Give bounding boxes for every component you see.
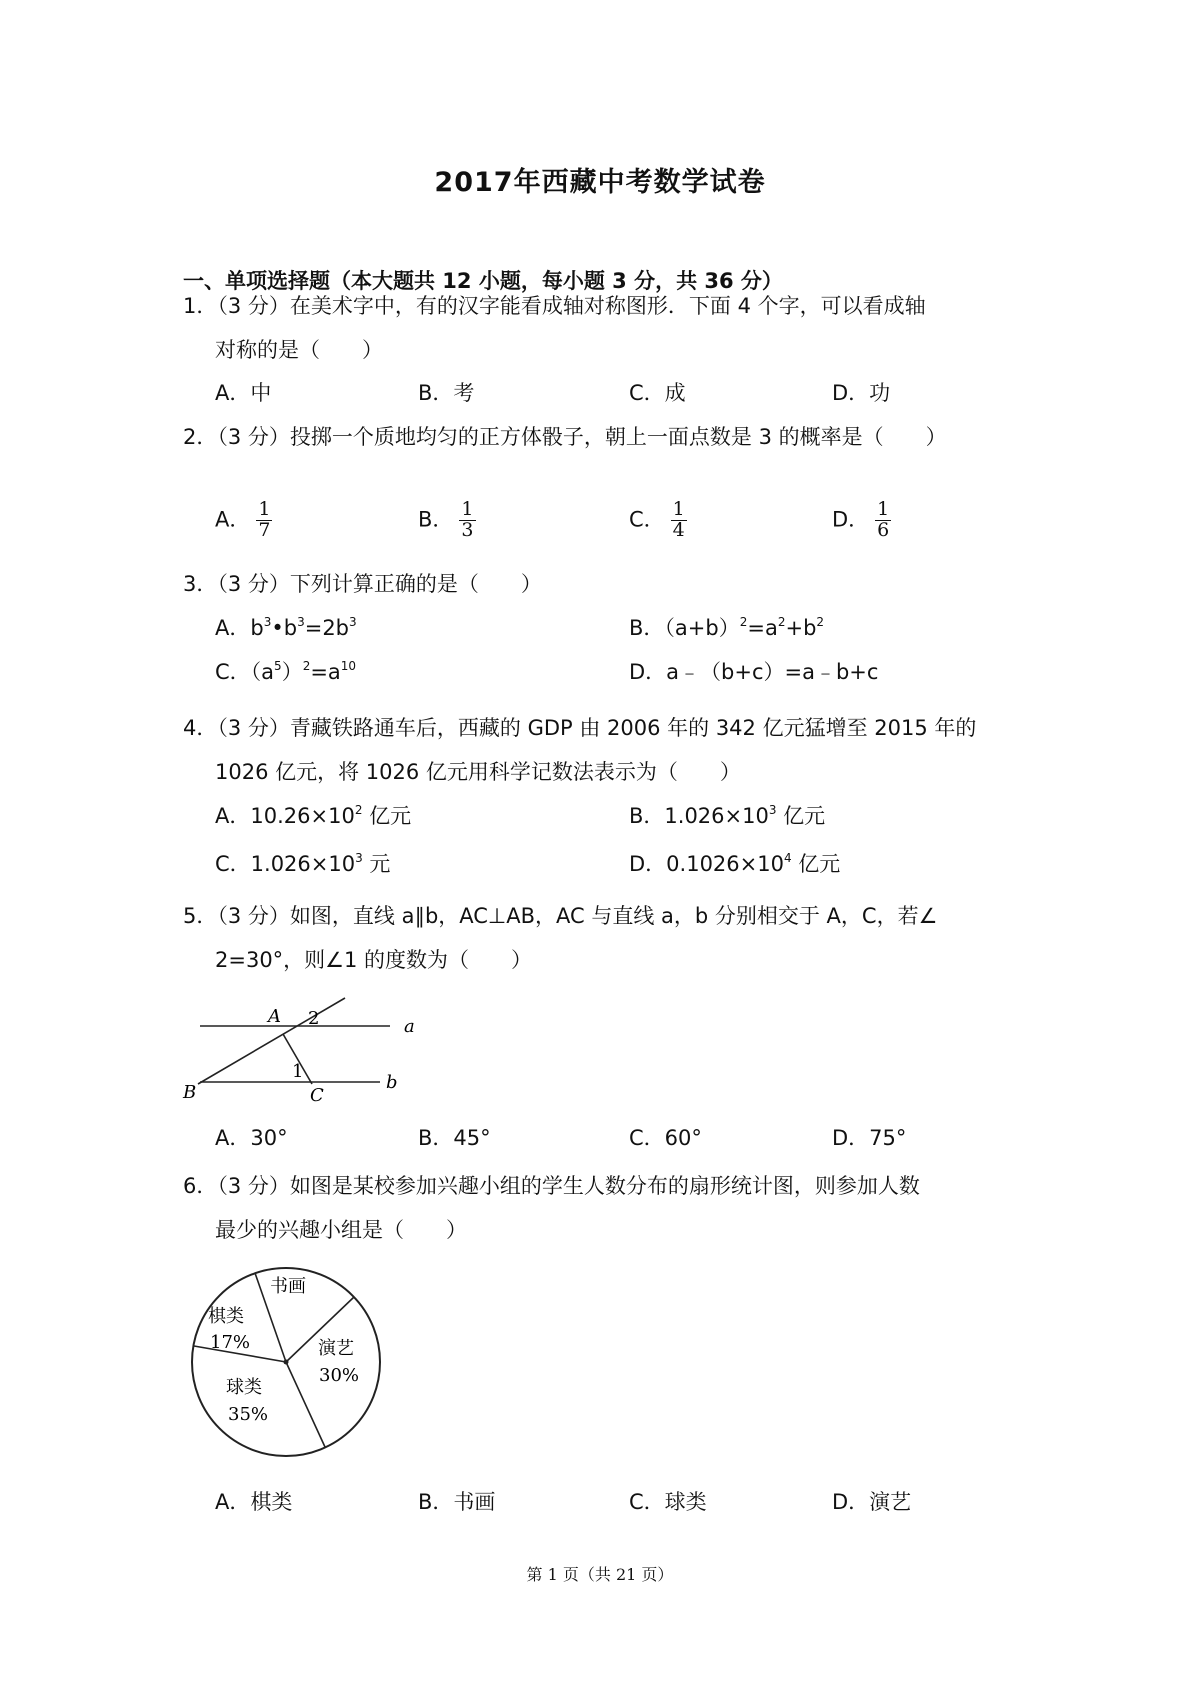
- label-line-b: b: [386, 1072, 398, 1093]
- q6-option-b: B．书画: [418, 1490, 496, 1514]
- q1-option-b: B．考: [418, 381, 475, 405]
- q5-option-c: C．60°: [629, 1126, 702, 1150]
- q2-option-b-label: B．: [418, 507, 454, 532]
- q1-option-c: C．成: [629, 381, 686, 405]
- q4-option-b: B．$1.026\times 10^3$ 亿元: [629, 803, 826, 828]
- geometry-figure: [180, 980, 430, 1105]
- q4-option-d: D．$0.1026\times 10^4$ 亿元: [629, 851, 841, 876]
- q5-option-a: A．30°: [215, 1126, 288, 1150]
- label-point-b: B: [183, 1082, 197, 1103]
- pie-pct-qiulei: 35%: [228, 1404, 269, 1425]
- q1-option-d: D．功: [832, 381, 891, 405]
- pie-label-qiulei: 球类: [226, 1377, 262, 1398]
- pie-center: [284, 1360, 289, 1365]
- q4-option-c: C．$1.026\times 10^3$ 元: [215, 851, 391, 876]
- q3-option-d: D．a﹣（b+c）=a﹣b+c: [629, 660, 879, 684]
- q3-option-b: B．$(a+b)^2=a^2+b^2$: [629, 615, 825, 640]
- fraction: $\frac{1}{6}$: [877, 498, 890, 541]
- q5-text-line1: 5．（3 分）如图，直线 a∥b，AC⊥AB，AC 与直线 a，b 分别相交于 A，C，若∠: [183, 904, 938, 928]
- page-title: 2017年西藏中考数学试卷: [434, 167, 766, 198]
- q1-text-line2: 对称的是（ ）: [215, 338, 383, 362]
- q6-option-c: C．球类: [629, 1490, 707, 1514]
- q2-option-a: [215, 500, 272, 541]
- q2-option-c: [629, 500, 687, 541]
- q5-option-d: D．75°: [832, 1126, 907, 1150]
- q2-option-b: [418, 500, 476, 541]
- fraction: $\frac{1}{3}$: [461, 498, 474, 541]
- q6-option-a: A．棋类: [215, 1490, 293, 1514]
- label-point-c: C: [310, 1085, 324, 1105]
- q2-option-d: [832, 500, 891, 541]
- q2-option-c-label: C．: [629, 507, 665, 532]
- label-angle-2: 2: [308, 1008, 320, 1029]
- q4-text-line2: 1026 亿元，将 1026 亿元用科学记数法表示为（ ）: [215, 760, 741, 784]
- q3-option-c: C．$(a^5)^2=a^{10}$: [215, 659, 357, 684]
- pie-label-shuhua: 书画: [270, 1276, 306, 1297]
- pie-label-qilei: 棋类: [208, 1306, 244, 1327]
- pie-chart: [180, 1258, 400, 1468]
- q5-text-line2: 2=30°，则∠1 的度数为（ ）: [215, 948, 533, 972]
- pie-pct-qilei: 17%: [210, 1332, 251, 1353]
- q6-option-d: D．演艺: [832, 1490, 912, 1514]
- label-point-a: A: [268, 1006, 281, 1027]
- q5-option-b: B．45°: [418, 1126, 491, 1150]
- label-angle-1: 1: [292, 1061, 304, 1082]
- q1-option-a: A．中: [215, 381, 272, 405]
- q3-option-a: A．$b^3•b^3=2b^3$: [215, 615, 357, 640]
- q6-text-line2: 最少的兴趣小组是（ ）: [215, 1218, 467, 1242]
- fraction: $\frac{1}{7}$: [258, 498, 271, 541]
- page-footer: 第 1 页（共 21 页）: [526, 1565, 674, 1584]
- fraction: $\frac{1}{4}$: [672, 498, 685, 541]
- pie-label-yanyi: 演艺: [318, 1338, 354, 1359]
- q2-option-d-label: D．: [832, 507, 870, 532]
- q4-option-a: A．$10.26\times 10^2$ 亿元: [215, 803, 412, 828]
- q1-text-line1: 1．（3 分）在美术字中，有的汉字能看成轴对称图形．下面 4 个字，可以看成轴: [183, 294, 926, 318]
- pie-pct-yanyi: 30%: [319, 1365, 360, 1386]
- q2-text-line1: 2．（3 分）投掷一个质地均匀的正方体骰子，朝上一面点数是 3 的概率是（ ）: [183, 425, 947, 449]
- q6-text-line1: 6．（3 分）如图是某校参加兴趣小组的学生人数分布的扇形统计图，则参加人数: [183, 1174, 920, 1198]
- section-heading: 一、单项选择题（本大题共 12 小题，每小题 3 分，共 36 分）: [183, 269, 783, 293]
- label-line-a: a: [404, 1016, 415, 1037]
- q2-option-a-label: A．: [215, 507, 251, 532]
- q4-text-line1: 4．（3 分）青藏铁路通车后，西藏的 GDP 由 2006 年的 342 亿元猛增至 2015 年的: [183, 716, 977, 740]
- q3-text-line1: 3．（3 分）下列计算正确的是（ ）: [183, 572, 542, 596]
